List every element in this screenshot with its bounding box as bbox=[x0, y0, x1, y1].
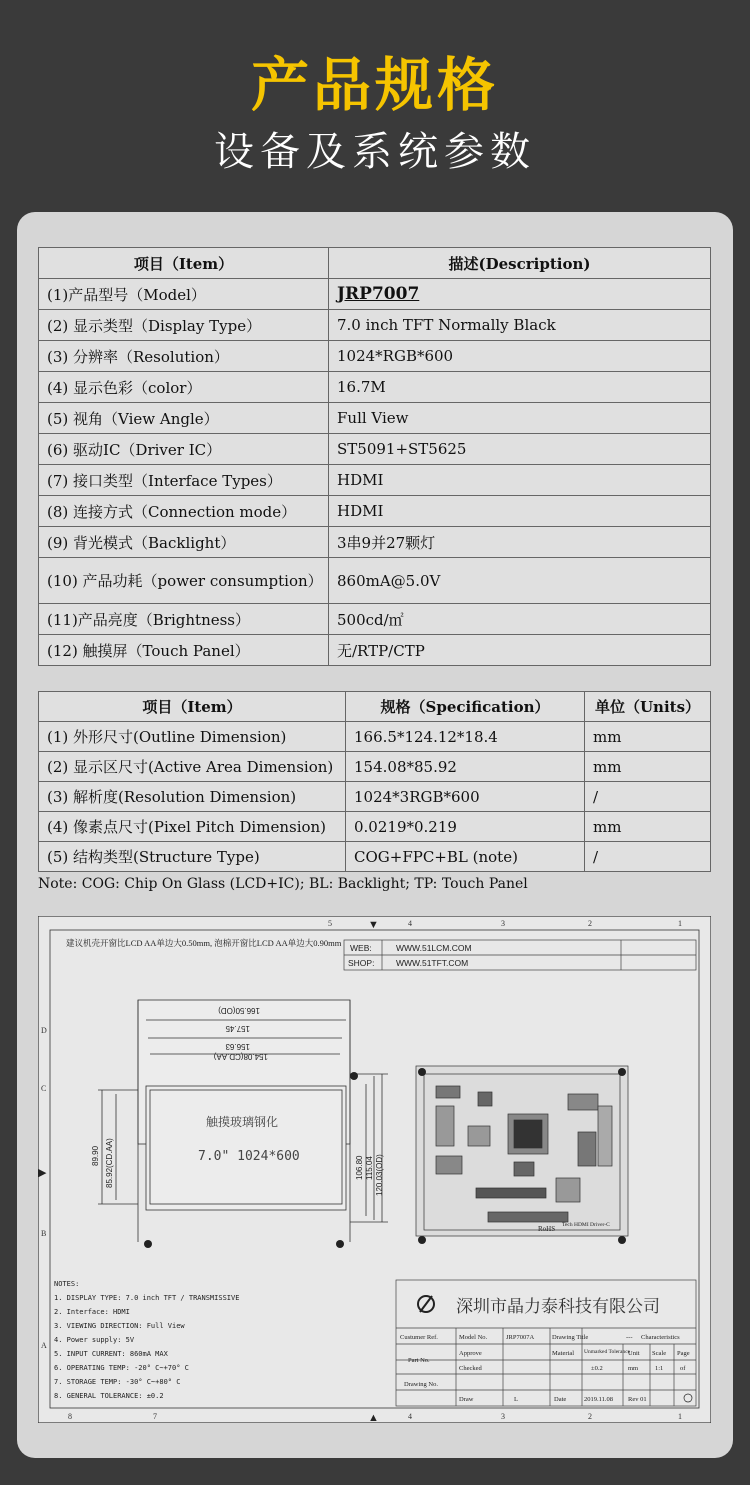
table-row bbox=[39, 842, 711, 872]
item-cell: (4) 显示色彩（color） bbox=[39, 372, 329, 403]
grid-label: 4 bbox=[408, 919, 412, 928]
grid-label: 1 bbox=[678, 919, 682, 928]
unit-cell: mm bbox=[585, 812, 711, 842]
page-subtitle: 设备及系统参数 bbox=[214, 129, 536, 175]
table-row bbox=[39, 403, 711, 434]
value-cell: 1024*RGB*600 bbox=[329, 341, 711, 372]
mount-hole-icon bbox=[144, 1240, 152, 1248]
table-row bbox=[39, 310, 711, 341]
item-cell: (11)产品亮度（Brightness） bbox=[39, 604, 329, 635]
table-row bbox=[39, 341, 711, 372]
grid-label: 1 bbox=[678, 1412, 682, 1421]
note-line: 2. Interface: HDMI bbox=[54, 1308, 130, 1316]
value-cell: 7.0 inch TFT Normally Black bbox=[329, 310, 711, 341]
table-row bbox=[39, 496, 711, 527]
note-line: 6. OPERATING TEMP: -20° C~+70° C bbox=[54, 1364, 189, 1372]
shop-url: WWW.51TFT.COM bbox=[396, 958, 469, 968]
table-header-cell: 描述(Description) bbox=[329, 248, 711, 279]
unit-cell: mm bbox=[585, 722, 711, 752]
tb-page-value: of bbox=[680, 1365, 686, 1372]
specification-table bbox=[38, 691, 711, 872]
table-row bbox=[39, 635, 711, 666]
value-cell: 500cd/㎡ bbox=[329, 604, 711, 635]
item-cell: (1) 外形尺寸(Outline Dimension) bbox=[39, 722, 346, 752]
value-cell: ST5091+ST5625 bbox=[329, 434, 711, 465]
technical-drawing bbox=[38, 916, 711, 1423]
table-row bbox=[39, 752, 711, 782]
item-cell: (6) 驱动IC（Driver IC） bbox=[39, 434, 329, 465]
table-header-row bbox=[39, 692, 711, 722]
grid-label: 3 bbox=[501, 1412, 505, 1421]
table-header-cell: 项目（Item） bbox=[39, 248, 329, 279]
item-cell: (12) 触摸屏（Touch Panel） bbox=[39, 635, 329, 666]
item-cell: (3) 分辨率（Resolution） bbox=[39, 341, 329, 372]
table-header-row bbox=[39, 248, 711, 279]
tb-scale-value: 1:1 bbox=[655, 1365, 664, 1372]
arrow-up-icon: ▲ bbox=[368, 1412, 379, 1423]
tb-rev: Rev 01 bbox=[628, 1396, 647, 1403]
grid-label: 2 bbox=[588, 919, 592, 928]
shop-label: SHOP: bbox=[348, 958, 375, 968]
table-row bbox=[39, 558, 711, 604]
model-value: JRP7007 bbox=[337, 284, 420, 304]
tb-drawing-no: Drawing No. bbox=[404, 1381, 438, 1388]
grid-label: D bbox=[41, 1026, 47, 1035]
dimension-label: 106.80 bbox=[355, 1155, 364, 1180]
value-cell: HDMI bbox=[329, 465, 711, 496]
item-cell: (2) 显示区尺寸(Active Area Dimension) bbox=[39, 752, 346, 782]
value-cell: 3串9并27颗灯 bbox=[329, 527, 711, 558]
table-row bbox=[39, 465, 711, 496]
tb-scale: Scale bbox=[652, 1350, 667, 1357]
grid-label: C bbox=[41, 1084, 47, 1093]
dimension-label: 85.92(CD.AA) bbox=[105, 1138, 114, 1188]
grid-label: 8 bbox=[68, 1412, 72, 1421]
item-cell: (5) 视角（View Angle） bbox=[39, 403, 329, 434]
rohs-label: RoHS bbox=[538, 1225, 556, 1233]
item-cell: (1)产品型号（Model） bbox=[39, 279, 329, 310]
table-note: Note: COG: Chip On Glass (LCD+IC); BL: Backlight; TP: Touch Panel bbox=[38, 876, 528, 892]
item-cell: (9) 背光模式（Backlight） bbox=[39, 527, 329, 558]
grid-label: 5 bbox=[328, 919, 332, 928]
tb-material: Material bbox=[552, 1350, 575, 1357]
window-note: 建议机壳开窗比LCD AA单边大0.50mm, 泡棉开窗比LCD AA单边大0.90mm bbox=[66, 938, 342, 948]
arrow-right-icon: ▶ bbox=[38, 1167, 47, 1179]
dimension-label: 157.45 bbox=[225, 1024, 250, 1033]
tb-tolerance: ±0.2 bbox=[591, 1365, 603, 1372]
size-label: 7.0" 1024*600 bbox=[198, 1149, 300, 1164]
table-row bbox=[39, 372, 711, 403]
note-line: 1. DISPLAY TYPE: 7.0 inch TFT / TRANSMISSIVE bbox=[54, 1294, 240, 1302]
dimension-label: 156.63 bbox=[225, 1042, 250, 1051]
dimension-label: 166.50(OD) bbox=[218, 1006, 260, 1015]
mount-hole-icon bbox=[336, 1240, 344, 1248]
tb-draw: Draw bbox=[459, 1396, 474, 1403]
table-row bbox=[39, 279, 711, 310]
spec-cell: COG+FPC+BL (note) bbox=[346, 842, 585, 872]
web-label: WEB: bbox=[350, 943, 372, 953]
tb-draw-value: L bbox=[514, 1396, 518, 1403]
item-cell: (5) 结构类型(Structure Type) bbox=[39, 842, 346, 872]
tb-model-value: JRP7007A bbox=[506, 1334, 535, 1341]
spec-cell: 0.0219*0.219 bbox=[346, 812, 585, 842]
note-line: 8. GENERAL TOLERANCE: ±0.2 bbox=[54, 1392, 164, 1400]
mount-hole-icon bbox=[418, 1068, 426, 1076]
tb-dash: --- bbox=[626, 1334, 633, 1341]
item-cell: (10) 产品功耗（power consumption） bbox=[39, 558, 329, 604]
spec-cell: 154.08*85.92 bbox=[346, 752, 585, 782]
back-view-pcb bbox=[416, 1066, 628, 1236]
note-line: 5. INPUT CURRENT: 860mA MAX bbox=[54, 1350, 168, 1358]
tb-unmarked-tolerance: Unmarked Tolerance bbox=[584, 1349, 631, 1355]
item-cell: (2) 显示类型（Display Type） bbox=[39, 310, 329, 341]
value-cell: 860mA@5.0V bbox=[329, 558, 711, 604]
note-line: 3. VIEWING DIRECTION: Full View bbox=[54, 1322, 185, 1330]
tb-approve: Approve bbox=[459, 1350, 482, 1357]
item-cell: (7) 接口类型（Interface Types） bbox=[39, 465, 329, 496]
arrow-down-icon: ▼ bbox=[368, 919, 379, 931]
unit-cell: / bbox=[585, 842, 711, 872]
dimension-label: 115.04 bbox=[365, 1156, 374, 1180]
value-cell: HDMI bbox=[329, 496, 711, 527]
tb-characteristics: Characteristics bbox=[641, 1334, 680, 1341]
company-name: 深圳市晶力泰科技有限公司 bbox=[456, 1297, 660, 1317]
mount-hole-icon bbox=[618, 1236, 626, 1244]
spec-cell: 166.5*124.12*18.4 bbox=[346, 722, 585, 752]
table-row bbox=[39, 434, 711, 465]
dimension-label: 89.90 bbox=[91, 1145, 100, 1166]
grid-label: 2 bbox=[588, 1412, 592, 1421]
mount-hole-icon bbox=[418, 1236, 426, 1244]
value-cell: Full View bbox=[329, 403, 711, 434]
grid-label: A bbox=[41, 1341, 47, 1350]
dimension-label: 154.08(CD.AA) bbox=[213, 1052, 268, 1061]
spec-cell: 1024*3RGB*600 bbox=[346, 782, 585, 812]
table-row bbox=[39, 782, 711, 812]
mount-hole-icon bbox=[618, 1068, 626, 1076]
page-title: 产品规格 bbox=[250, 51, 499, 119]
tb-page: Page bbox=[677, 1350, 690, 1357]
grid-label: B bbox=[41, 1229, 47, 1238]
tb-drawing-title: Drawing Title bbox=[552, 1334, 589, 1341]
tb-customer-ref: Custumer Ref. bbox=[400, 1334, 438, 1341]
tb-part-no: Part No. bbox=[408, 1357, 430, 1364]
tb-unit: Unit bbox=[628, 1350, 640, 1357]
glass-label: 触摸玻璃钢化 bbox=[206, 1115, 279, 1129]
tb-model-no: Model No. bbox=[459, 1334, 488, 1341]
table-row bbox=[39, 812, 711, 842]
table-header-cell: 项目（Item） bbox=[39, 692, 346, 722]
tb-checked: Checked bbox=[459, 1365, 482, 1372]
table-header-cell: 单位（Units） bbox=[585, 692, 711, 722]
grid-label: 3 bbox=[501, 919, 505, 928]
value-cell: 16.7M bbox=[329, 372, 711, 403]
item-cell: (8) 连接方式（Connection mode） bbox=[39, 496, 329, 527]
note-line: 7. STORAGE TEMP: -30° C~+80° C bbox=[54, 1378, 181, 1386]
grid-label: 7 bbox=[153, 1412, 157, 1421]
notes-title: NOTES: bbox=[54, 1280, 80, 1288]
table-row bbox=[39, 722, 711, 752]
grid-label: 4 bbox=[408, 1412, 412, 1421]
table-header-cell: 规格（Specification） bbox=[346, 692, 585, 722]
dimension-label: 120.03(OD) bbox=[375, 1154, 384, 1196]
value-cell: 无/RTP/CTP bbox=[329, 635, 711, 666]
unit-cell: / bbox=[585, 782, 711, 812]
item-cell: (3) 解析度(Resolution Dimension) bbox=[39, 782, 346, 812]
tb-unit-value: mm bbox=[628, 1365, 639, 1372]
board-label: Tech HDMI Driver-C bbox=[562, 1222, 610, 1228]
note-line: 4. Power supply: 5V bbox=[54, 1336, 135, 1344]
unit-cell: mm bbox=[585, 752, 711, 782]
value-cell bbox=[329, 279, 711, 310]
item-cell: (4) 像素点尺寸(Pixel Pitch Dimension) bbox=[39, 812, 346, 842]
tb-date: Date bbox=[554, 1396, 567, 1403]
table-row bbox=[39, 527, 711, 558]
mount-hole-icon bbox=[350, 1072, 358, 1080]
web-url: WWW.51LCM.COM bbox=[396, 943, 472, 953]
tb-date-value: 2019.11.08 bbox=[584, 1396, 614, 1403]
description-table bbox=[38, 247, 711, 666]
table-row bbox=[39, 604, 711, 635]
